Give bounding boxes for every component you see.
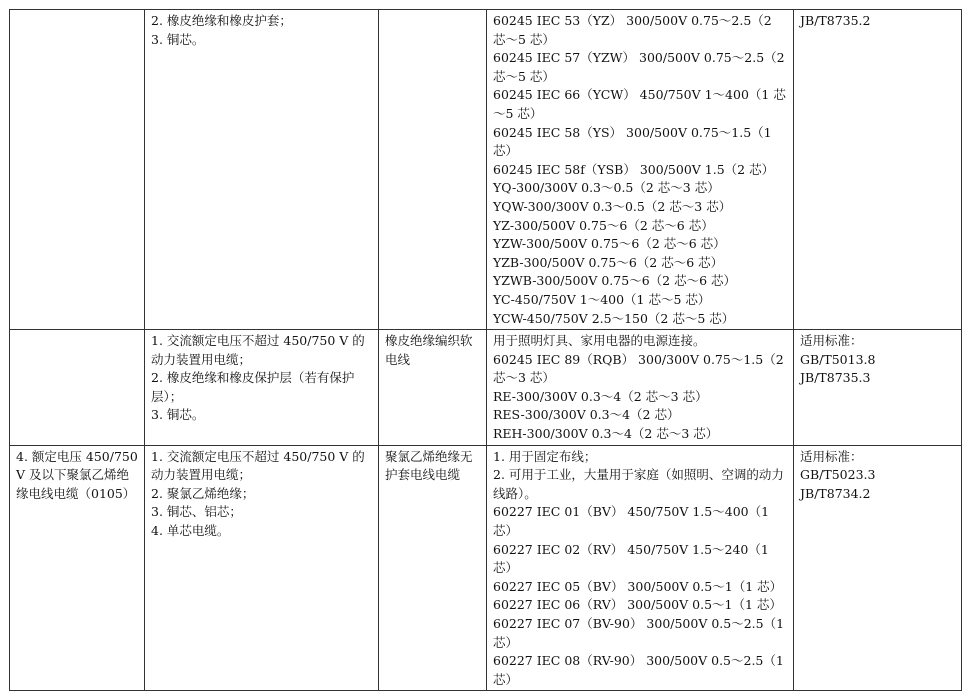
cell-line: 1. 交流额定电压不超过 450/750 V 的动力装置用电缆； [151,448,365,483]
cell-line: JB/T8735.3 [800,370,871,386]
cell-line: JB/T8734.2 [800,485,871,501]
cell-line: 60245 IEC 57（YZW） 300/500V 0.75～2.5（2 芯～5 芯） [493,50,785,84]
category-cell [10,10,145,330]
requirements-cell [145,10,379,330]
cell-line: JB/T8735.2 [800,13,871,28]
cable-spec-table [9,9,962,691]
table-row [10,10,962,330]
cell-line: YCW-450/750V 2.5～150（2 芯～5 芯） [493,310,735,326]
cell-line: 60227 IEC 02（RV） 450/750V 1.5～240（1 芯） [493,541,769,576]
cell-line: RE-300/300V 0.3～4（2 芯～3 芯） [493,388,708,404]
cell-line: RES-300/300V 0.3～4（2 芯） [493,407,680,423]
product-name-cell [379,330,487,446]
product-name-cell [379,10,487,330]
cell-line: YZW-300/500V 0.75～6（2 芯～6 芯） [493,236,726,252]
standards-cell [794,330,962,446]
cell-line: 4. 单芯电缆。 [151,523,230,539]
cell-line: 橡皮绝缘编织软电线 [385,333,473,367]
cell-line: 60245 IEC 89（RQB） 300/300V 0.75～1.5（2 芯～3 芯） [493,351,784,386]
category-cell [10,445,145,691]
cell-line: 60227 IEC 08（RV-90） 300/500V 0.5～2.5（1 芯） [493,653,784,687]
spec-table-body [10,10,962,691]
cell-line: 用于照明灯具、家用电器的电源连接。 [493,333,706,349]
cell-line: 60245 IEC 58（YS） 300/500V 0.75～1.5（1 芯） [493,124,772,159]
cell-line: 60245 IEC 53（YZ） 300/500V 0.75～2.5（2 芯～5 芯） [493,13,772,47]
cell-line: 3. 铜芯、铝芯； [151,504,242,520]
cell-line: YQ-300/300V 0.3～0.5（2 芯～3 芯） [493,180,720,196]
cell-line: 聚氯乙烯绝缘无护套电线电缆 [385,448,473,483]
cell-line: 适用标准： [800,448,863,464]
table-row [10,330,962,446]
cell-line: 2. 橡皮绝缘和橡皮保护层（若有保护层）； [151,370,355,404]
cell-line: 60227 IEC 07（BV-90） 300/500V 0.5～2.5（1 芯） [493,616,785,650]
cell-line: YC-450/750V 1～400（1 芯～5 芯） [493,291,711,307]
category-cell [10,330,145,446]
table-row [10,445,962,691]
cell-line: 60227 IEC 05（BV） 300/500V 0.5～1（1 芯） [493,578,783,594]
cell-line: 3. 铜芯。 [151,407,205,423]
cell-line: 60245 IEC 66（YCW） 450/750V 1～400（1 芯～5 芯） [493,87,786,121]
cell-line: 2. 橡皮绝缘和橡皮护套； [151,13,292,28]
cell-line: GB/T5023.3 [800,467,876,483]
product-name-cell [379,445,487,691]
models-cell [487,10,794,330]
cell-line: 1. 交流额定电压不超过 450/750 V 的动力装置用电缆； [151,333,365,367]
requirements-cell [145,330,379,446]
cell-line: 3. 铜芯。 [151,31,205,47]
cell-line: 60227 IEC 01（BV） 450/750V 1.5～400（1 芯） [493,504,770,539]
standards-cell [794,10,962,330]
models-cell [487,330,794,446]
cell-line: 2. 可用于工业，大量用于家庭（如照明、空调的动力线路）。 [493,467,784,501]
cell-line: 60245 IEC 58f（YSB） 300/500V 1.5（2 芯） [493,161,775,177]
cell-line: REH-300/300V 0.3～4（2 芯～3 芯） [493,426,719,442]
cell-line: YZ-300/500V 0.75～6（2 芯～6 芯） [493,217,714,233]
cell-line: 4. 额定电压 450/750 V 及以下聚氯乙烯绝缘电线电缆（0105） [16,448,138,501]
cell-line: 1. 用于固定布线； [493,448,597,464]
cell-line: YQW-300/300V 0.3～0.5（2 芯～3 芯） [493,198,732,214]
cell-line: 适用标准： [800,333,863,349]
cell-line: 2. 聚氯乙烯绝缘； [151,485,255,501]
standards-cell [794,445,962,691]
cell-line: YZWB-300/500V 0.75～6（2 芯～6 芯） [493,273,736,289]
cell-line: 60227 IEC 06（RV） 300/500V 0.5～1（1 芯） [493,597,782,613]
requirements-cell [145,445,379,691]
models-cell [487,445,794,691]
cell-line: GB/T5013.8 [800,351,876,367]
cell-line: YZB-300/500V 0.75～6（2 芯～6 芯） [493,254,724,270]
